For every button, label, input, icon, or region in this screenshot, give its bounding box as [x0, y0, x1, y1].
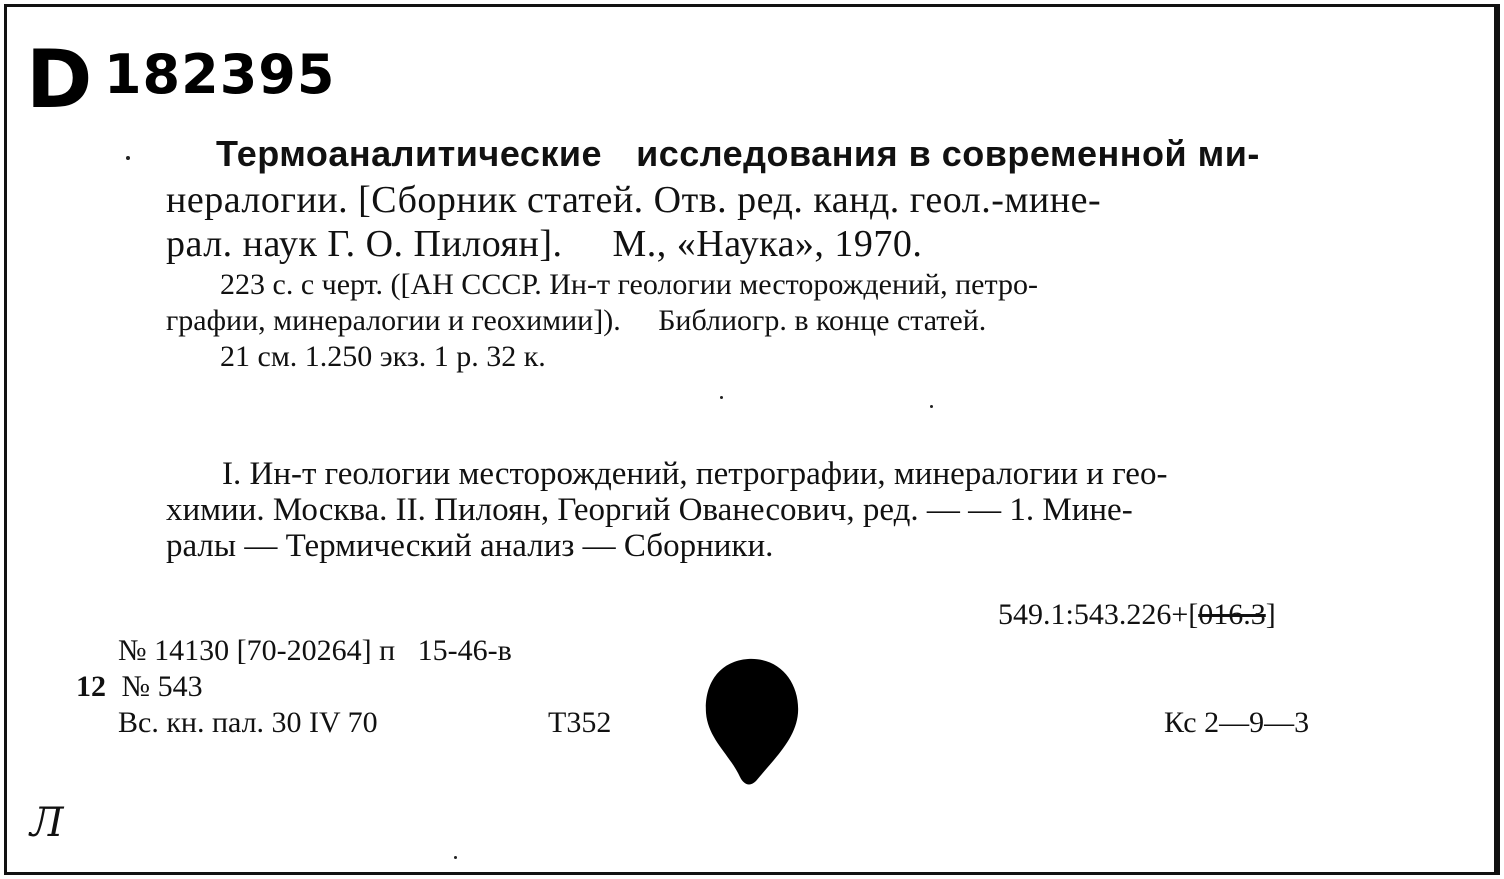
copies-line [76, 670, 203, 704]
bullet-dot [126, 156, 130, 160]
card-id-prefix: D [26, 33, 93, 126]
title-line-2: нералогии. [Сборник статей. Отв. ред. канд. геол.-мине- [166, 179, 1102, 221]
title-bold-word: Термоаналитические [216, 133, 603, 174]
card-id-number: 182395 [103, 43, 336, 106]
description-line-2: графии, минералогии и геохимии]). Библиогр. в конце статей. [166, 304, 987, 337]
order-line: № 14130 [70-20264] п 15-46-в [118, 634, 512, 667]
kc-code: Кс 2—9—3 [1164, 706, 1310, 739]
card-id [26, 33, 336, 126]
subjects-line-1: I. Ин-т геологии месторождений, петрографии, минералогии и гео- [222, 456, 1168, 492]
title-line-1 [216, 132, 1260, 176]
signed-line: Вс. кн. пал. 30 IV 70 [118, 706, 378, 739]
subjects-line-3: ралы — Термический анализ — Сборники. [166, 528, 774, 564]
title-line-1-rest: исследования в современной ми- [636, 133, 1260, 174]
subjects-line-2: химии. Москва. II. Пилоян, Георгий Ованесович, ред. — — 1. Мине- [166, 492, 1133, 528]
udc-main: 549.1:543.226+[ [998, 598, 1199, 631]
description-line-1: 223 с. с черт. ([АН СССР. Ин-т геологии месторождений, петро- [220, 268, 1038, 301]
udc-classification [998, 598, 1276, 632]
title-line-3: рал. наук Г. О. Пилоян]. М., «Наука», 1970. [166, 223, 923, 265]
udc-struck: 016.3 [1198, 598, 1266, 631]
speck [720, 396, 723, 399]
speck [454, 856, 457, 859]
speck [930, 405, 933, 408]
udc-end: ] [1265, 598, 1276, 631]
punch-hole [700, 655, 804, 787]
corner-mark: Л [30, 800, 64, 846]
copies-prefix: 12 [76, 670, 106, 703]
series-code: Т352 [548, 706, 612, 739]
copies-number: № 543 [121, 670, 203, 703]
description-line-3: 21 см. 1.250 экз. 1 р. 32 к. [220, 340, 546, 373]
